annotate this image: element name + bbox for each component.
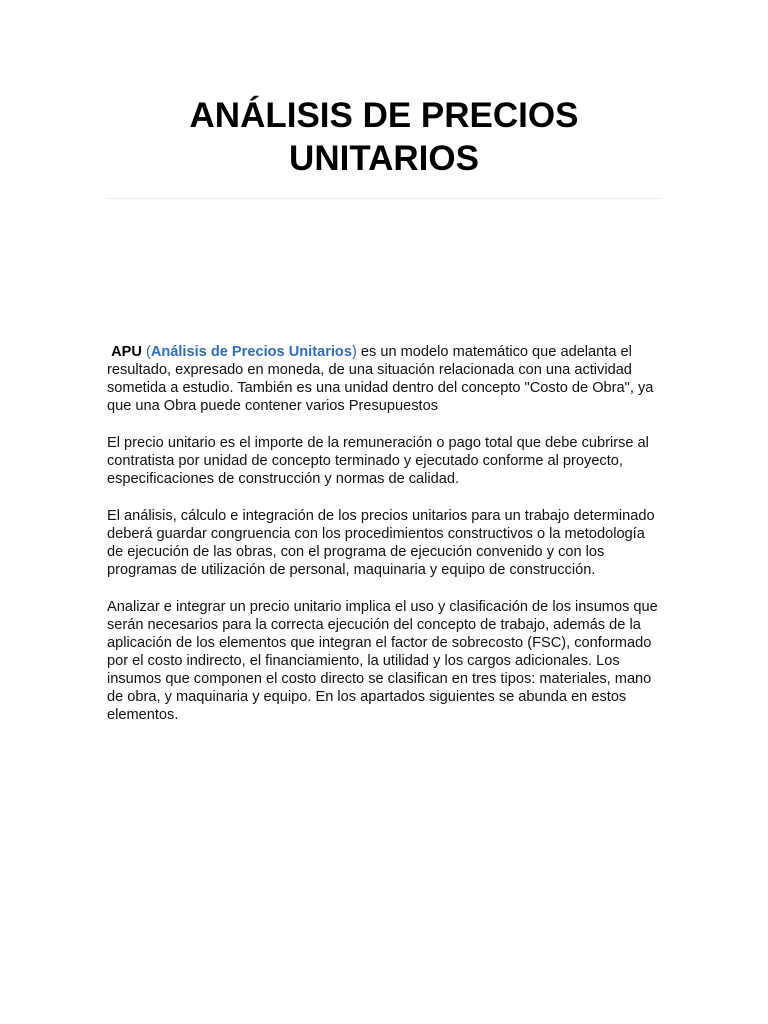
intro-paragraph bbox=[107, 343, 663, 415]
document-body bbox=[107, 343, 663, 743]
close-paren: ) bbox=[351, 344, 357, 360]
body-paragraph-3: Analizar e integrar un precio unitario implica el uso y clasificación de los insumos que serán necesarios para la correcta ejecución del concepto de trabajo, además de la aplicación de los elementos que integran el factor de sobrecosto (FSC), conformado por el costo indirecto, el financiamiento, la utilidad y los cargos adicionales. Los insumos que componen el costo directo se clasifican en tres tipos: materiales, mano de obra, y maquinaria y equipo. En los apartados siguientes se abunda en estos elementos. bbox=[107, 598, 658, 724]
open-paren: ( bbox=[145, 344, 151, 360]
title-divider bbox=[107, 198, 661, 199]
page-title bbox=[107, 94, 661, 180]
apu-expansion-link[interactable]: Análisis de Precios Unitarios bbox=[150, 344, 352, 360]
apu-expansion bbox=[146, 344, 357, 360]
page-title-line-2: UNITARIOS bbox=[289, 139, 479, 178]
apu-acronym: APU bbox=[111, 344, 142, 360]
page-title-line-1: ANÁLISIS DE PRECIOS bbox=[189, 96, 579, 135]
body-paragraph-1: El precio unitario es el importe de la remuneración o pago total que debe cubrirse al contratista por unidad de concepto terminado y ejecutado conforme al proyecto, especificaciones de construcción y normas de calidad. bbox=[107, 434, 649, 488]
intro-text: es un modelo matemático que adelanta el resultado, expresado en moneda, de una situación relacionada con una actividad sometida a estudio. También es una unidad dentro del concepto "Costo de Obra", ya que una Obra puede contener varios Presupuestos bbox=[107, 344, 654, 415]
body-paragraph-2: El análisis, cálculo e integración de los precios unitarios para un trabajo determinado deberá guardar congruencia con los procedimientos constructivos o la metodología de ejecución de las obras, con el programa de ejecución convenido y con los programas de utilización de personal, maquinaria y equipo de construcción. bbox=[107, 507, 655, 578]
